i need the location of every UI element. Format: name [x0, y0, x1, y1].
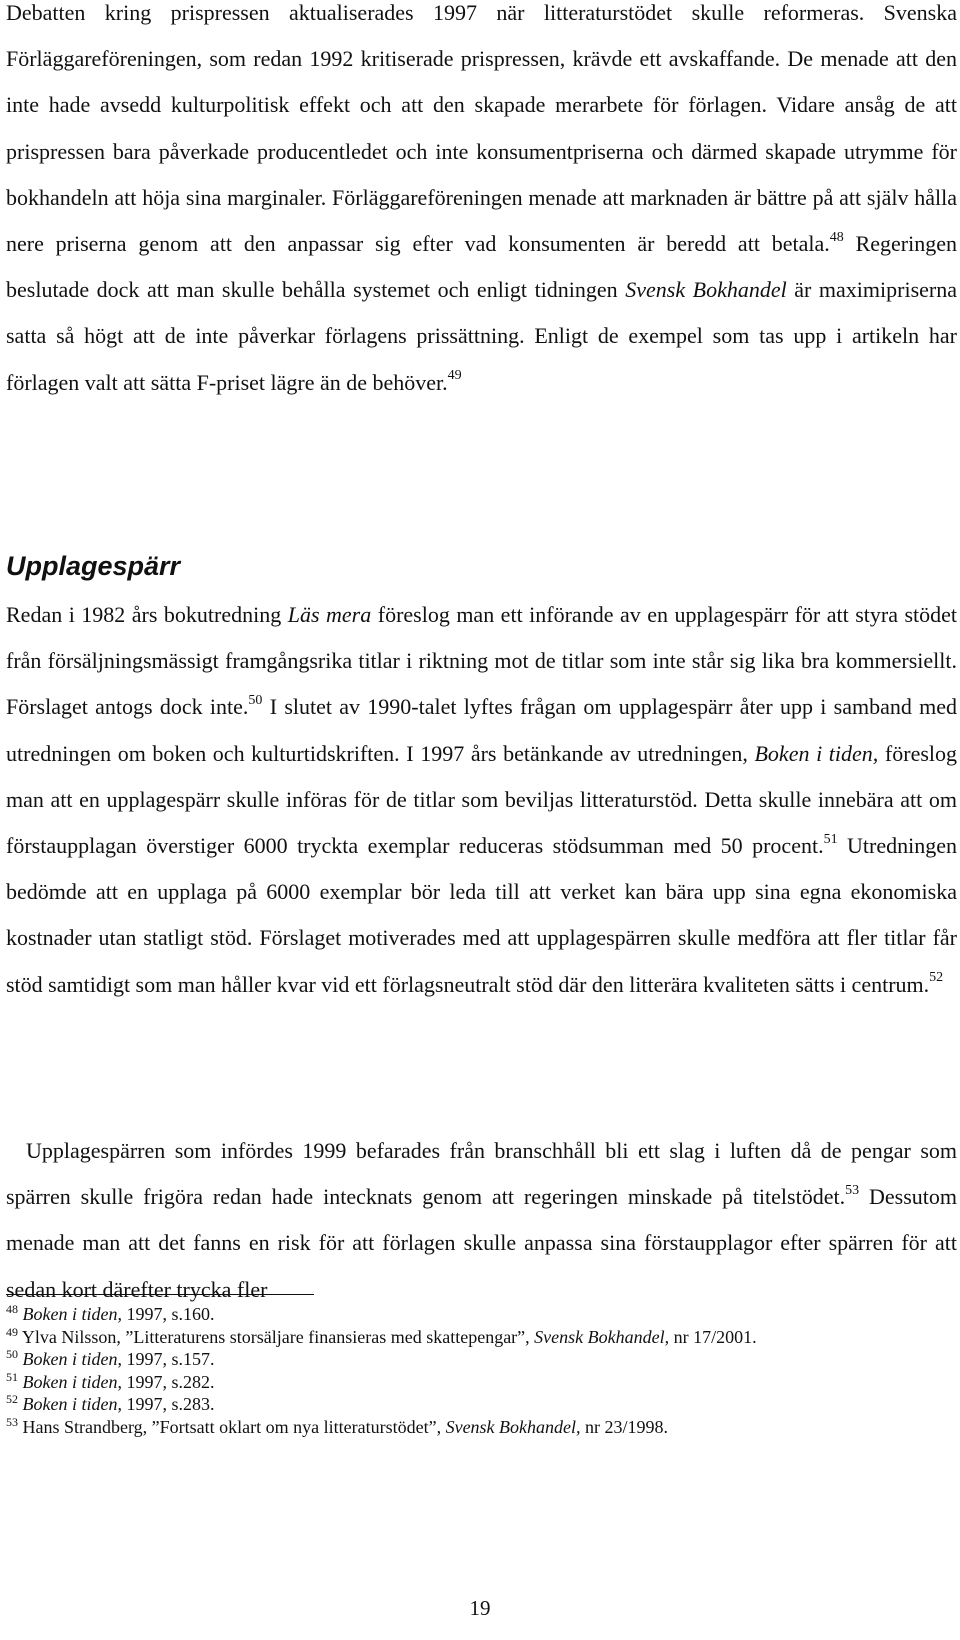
footnote-ref-48[interactable]: 48 — [829, 229, 844, 245]
footnote-text: , 1997, s.283. — [117, 1394, 215, 1414]
footnotes-section — [6, 1303, 906, 1438]
body-paragraph-1 — [6, 0, 957, 406]
footnote-number: 49 — [6, 1324, 18, 1339]
footnote-source-title: Boken i tiden — [22, 1349, 118, 1369]
paragraph-text: Utredningen bedömde att en upplaga på 6000 exemplar bör leda till att verket kan bära upp sina egna ekonomiska kostnader utan statligt stöd. Förslaget motiverades med att upplagespärren skulle medföra att fler titlar får stöd samtidigt som man håller kvar vid ett förlagsneutralt stöd där den litterära kvaliteten sätts i centrum. — [6, 833, 958, 997]
footnote-source-title: Boken i tiden, — [22, 1304, 122, 1324]
footnote-source-title: Boken i tiden — [22, 1371, 118, 1392]
footnote-ref-50[interactable]: 50 — [248, 692, 263, 708]
footnote-ref-49[interactable]: 49 — [447, 368, 462, 384]
body-paragraph-2 — [6, 592, 957, 1008]
footnote-51 — [6, 1371, 906, 1394]
paragraph-text: Redan i 1982 års bokutredning — [6, 602, 288, 627]
page-number: 19 — [469, 1596, 491, 1620]
footnote-number: 52 — [6, 1392, 18, 1407]
footnote-text: nr 17/2001. — [669, 1326, 757, 1347]
footnote-53 — [6, 1416, 906, 1439]
footnote-text: Hans Strandberg, ”Fortsatt oklart om nya litteraturstödet”, — [22, 1416, 446, 1437]
footnote-ref-51[interactable]: 51 — [823, 831, 838, 847]
publication-title: Svensk Bokhandel — [625, 277, 787, 303]
footnote-source-title: Boken i tiden — [22, 1394, 118, 1414]
publication-title: Boken i tiden, — [754, 740, 879, 766]
footnote-number: 48 — [6, 1302, 18, 1317]
paragraph-text: är maximipriserna satta så högt att de inte påverkar förlagens prissättning. Enligt de exempel som tas upp i artikeln har förlagen valt att sätta F-priset lägre än de behöver. — [6, 277, 957, 395]
paragraph-text: I slutet av 1990-talet lyftes frågan om upplagespärr åter upp i samband med utredningen om boken och kulturtidskriften. I 1997 års betänkande av utredningen, — [6, 694, 957, 766]
footnote-ref-52[interactable]: 52 — [929, 970, 944, 986]
footnote-number: 51 — [6, 1369, 18, 1384]
paragraph-text: Dessutom menade man att det fanns en risk för att förlagen skulle anpassa sina förstaupplagor efter spärren för att sedan kort därefter trycka fler — [6, 1184, 958, 1302]
footnote-number: 53 — [6, 1414, 18, 1429]
footnote-52 — [6, 1393, 906, 1416]
footnote-text: Ylva Nilsson, ”Litteraturens storsäljare finansieras med skattepengar”, — [21, 1326, 535, 1347]
footnote-ref-53[interactable]: 53 — [845, 1182, 860, 1198]
footnote-text: 1997, s.160. — [121, 1304, 215, 1324]
footnote-text: nr 23/1998. — [580, 1416, 669, 1437]
paragraph-text: föreslog man att en upplagespärr skulle införas för de titlar som beviljas litteraturstöd. Detta skulle innebära att om förstaupplagan överstiger 6000 tryckta exemplar reduceras stödsumman med 50 procent. — [6, 740, 958, 859]
footnote-source-title: Svensk Bokhandel, — [445, 1416, 581, 1437]
paragraph-text: Upplagespärren som infördes 1999 befarades från branschhåll bli ett slag i luften då de pengar som spärren skulle frigöra redan hade intecknats genom att regeringen minskade på titelstödet. — [6, 1138, 957, 1210]
paragraph-text: föreslog man ett införande av en upplagespärr för att styra stödet från försäljningsmässigt framgångsrika titlar i riktning mot de titlar som inte står sig lika bra kommersiellt. Förslaget antogs dock inte. — [6, 602, 957, 720]
footnote-source-title: Svensk Bokhandel, — [534, 1326, 670, 1347]
paragraph-text: Regeringen beslutade dock att man skulle behålla systemet och enligt tidningen — [6, 231, 957, 303]
footnote-50 — [6, 1348, 906, 1371]
footnote-number: 50 — [6, 1347, 18, 1362]
publication-title: Läs mera — [287, 602, 372, 627]
body-paragraph-3 — [6, 1128, 957, 1313]
footnote-text: , 1997, s.157. — [117, 1349, 215, 1369]
paragraph-text: Debatten kring prispressen aktualiserades 1997 när litteraturstödet skulle reformeras. Svenska Förläggareföreningen, som redan 1992 kritiserade prispressen, krävde ett avskaffande. De menade att den inte hade avsedd kulturpolitisk effekt och att den skapade merarbete för förlagen. Vidare ansåg de att prispressen bara påverkade producentledet och inte konsumentpriserna och därmed skapade utrymme för bokhandeln att höja sina marginaler. Förläggareföreningen menade att marknaden är bättre på att själv hålla nere priserna genom att den anpassar sig efter vad konsumenten är beredd att betala. — [6, 0, 957, 257]
footnote-48 — [6, 1303, 906, 1326]
footnote-text: , 1997, s.282. — [117, 1371, 215, 1392]
footnote-separator — [6, 1294, 314, 1295]
section-heading: Upplagespärr — [6, 551, 181, 581]
footnote-49 — [6, 1326, 906, 1349]
